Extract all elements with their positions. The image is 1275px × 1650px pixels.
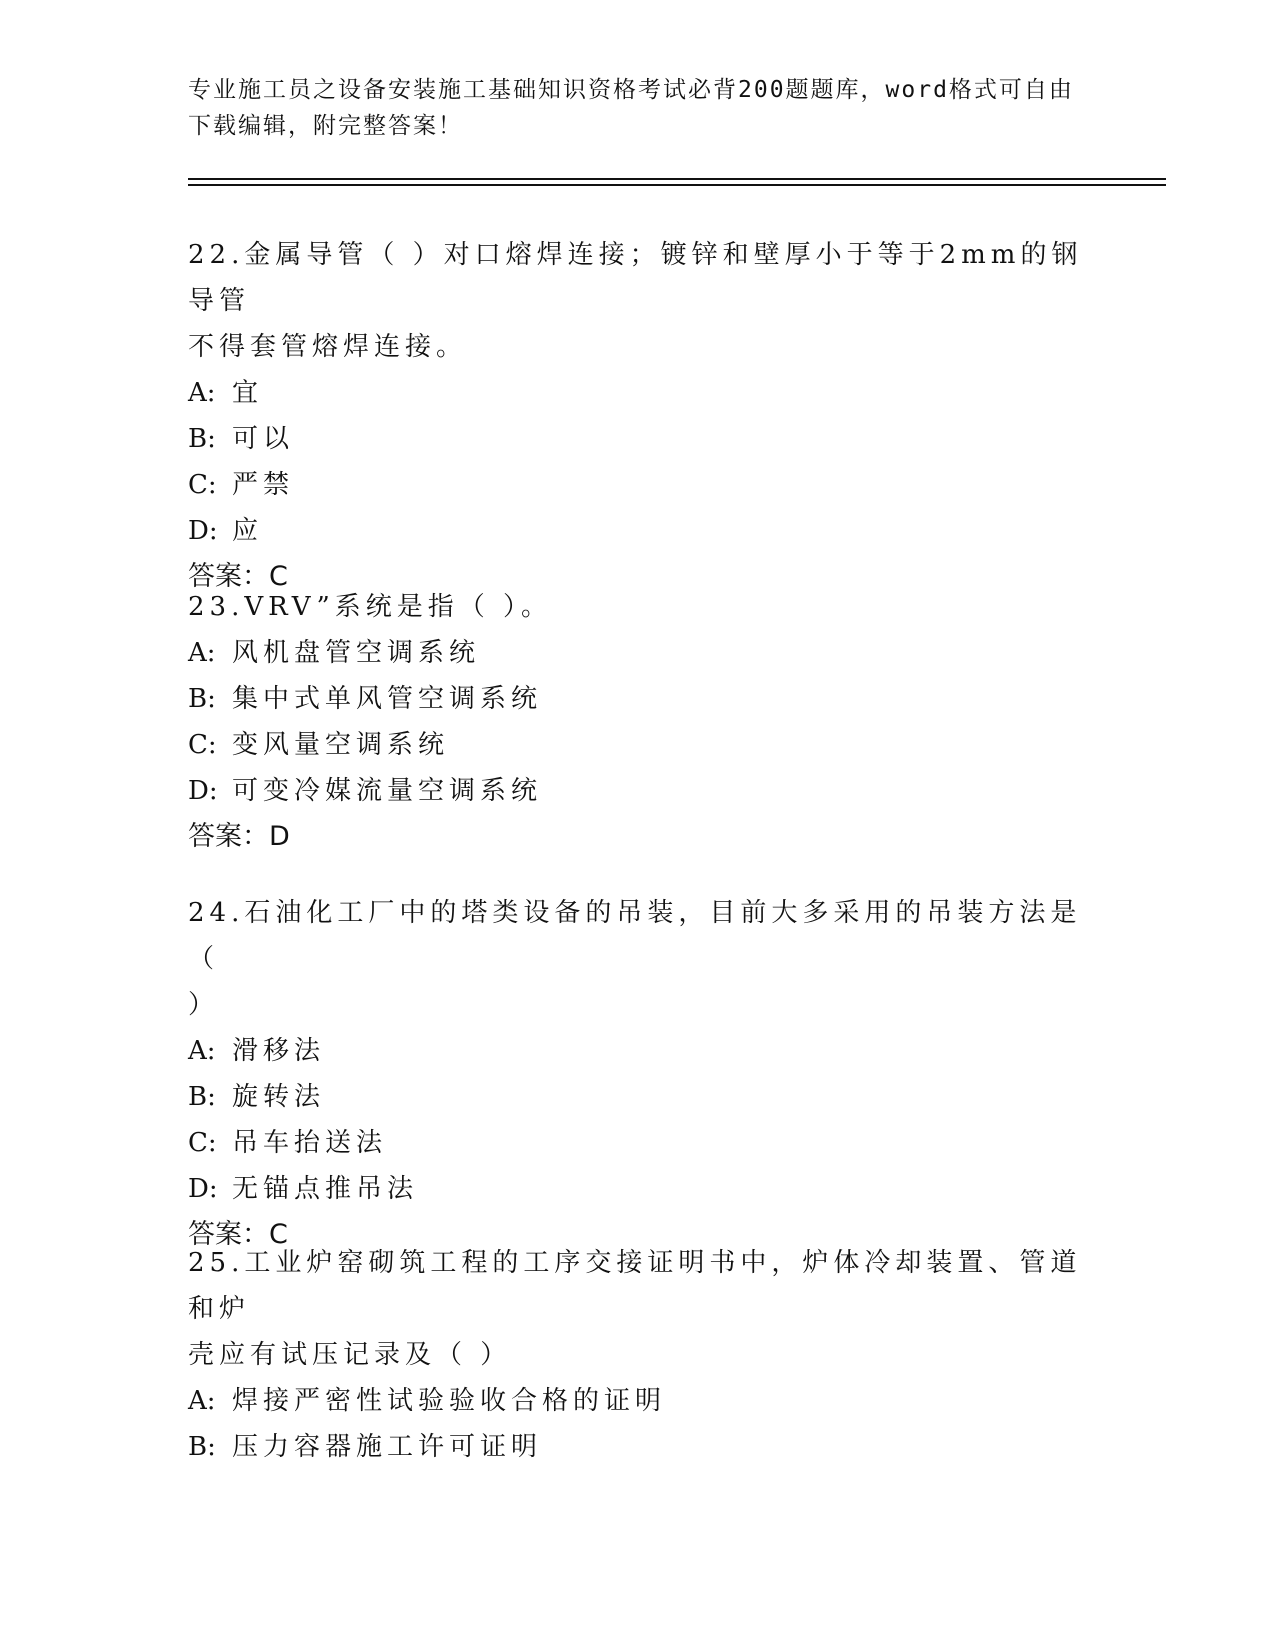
- option-key: A:: [188, 378, 216, 408]
- document-header: [188, 72, 1088, 144]
- option-key: A:: [188, 1386, 216, 1416]
- option-key: D:: [188, 776, 218, 806]
- option-text: 焊接严密性试验验收合格的证明: [232, 1386, 667, 1416]
- option-text: 可以: [232, 424, 295, 454]
- question-22: [188, 232, 1088, 600]
- option-text: 风机盘管空调系统: [232, 638, 481, 668]
- option-key: D:: [188, 516, 218, 546]
- option-a: [188, 1378, 1088, 1424]
- header-line-2: 下载编辑，附完整答案！: [188, 113, 463, 139]
- option-text: 变风量空调系统: [232, 730, 450, 760]
- option-d: [188, 1166, 1088, 1212]
- option-c: [188, 722, 1088, 768]
- option-text: 可变冷媒流量空调系统: [232, 776, 543, 806]
- option-key: C:: [188, 470, 217, 500]
- option-key: C:: [188, 730, 217, 760]
- option-b: [188, 1074, 1088, 1120]
- option-key: B:: [188, 424, 216, 454]
- answer: 答案：D: [188, 821, 290, 852]
- option-a: [188, 1028, 1088, 1074]
- question-stem-line-2: 壳应有试压记录及（ ）: [188, 1340, 512, 1370]
- option-text: 滑移法: [232, 1036, 326, 1066]
- option-a: [188, 630, 1088, 676]
- option-text: 集中式单风管空调系统: [232, 684, 543, 714]
- option-text: 旋转法: [232, 1082, 326, 1112]
- question-stem-line-2: ）: [188, 990, 220, 1020]
- question-stem-line-1: 23.VRV”系统是指（ ）。: [188, 592, 553, 622]
- answer: 答案：C: [188, 561, 288, 592]
- answer: 答案：C: [188, 1219, 288, 1250]
- option-a: [188, 370, 1088, 416]
- header-divider-bottom: [188, 184, 1166, 186]
- question-stem-line-1: 25.工业炉窑砌筑工程的工序交接证明书中，炉体冷却装置、管道和炉: [188, 1248, 1082, 1324]
- option-key: D:: [188, 1174, 218, 1204]
- option-b: [188, 416, 1088, 462]
- option-key: B:: [188, 1082, 216, 1112]
- option-key: C:: [188, 1128, 217, 1158]
- option-text: 压力容器施工许可证明: [232, 1432, 543, 1462]
- option-b: [188, 1424, 1088, 1470]
- question-23: [188, 584, 1088, 860]
- option-d: [188, 508, 1088, 554]
- option-c: [188, 462, 1088, 508]
- option-text: 无锚点推吊法: [232, 1174, 419, 1204]
- question-24: [188, 890, 1088, 1258]
- question-stem-line-1: 22.金属导管（ ）对口熔焊连接；镀锌和壁厚小于等于2mm的钢导管: [188, 240, 1083, 316]
- option-key: A:: [188, 638, 216, 668]
- option-text: 应: [232, 516, 264, 546]
- option-c: [188, 1120, 1088, 1166]
- option-text: 吊车抬送法: [232, 1128, 388, 1158]
- option-d: [188, 768, 1088, 814]
- question-stem-line-2: 不得套管熔焊连接。: [188, 332, 468, 362]
- option-key: B:: [188, 684, 216, 714]
- header-divider-top: [188, 178, 1166, 180]
- question-25: [188, 1240, 1088, 1470]
- question-stem-line-1: 24.石油化工厂中的塔类设备的吊装，目前大多采用的吊装方法是（: [188, 898, 1082, 974]
- option-text: 严禁: [232, 470, 295, 500]
- option-b: [188, 676, 1088, 722]
- option-text: 宜: [232, 378, 264, 408]
- header-line-1: 专业施工员之设备安装施工基础知识资格考试必背200题题库，word格式可自由: [188, 77, 1074, 103]
- option-key: B:: [188, 1432, 216, 1462]
- option-key: A:: [188, 1036, 216, 1066]
